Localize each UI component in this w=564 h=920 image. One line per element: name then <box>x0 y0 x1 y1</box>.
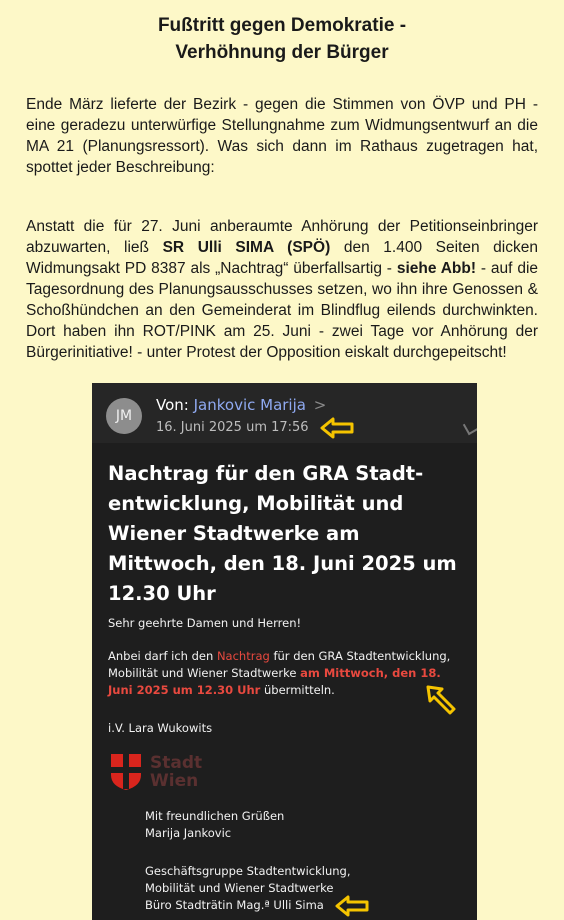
p2-text-3: - auf die Tagesordnung des Planungsausschusses setzen, wo ihn ihre Genossen & Schoßhündchen an den Gemeinderat im Blindflug eilends durchwinkten. Dort haben ihn ROT/PINK am 25. Juni - zwei Tage vor Anhörung der Bürgerinitiative! - unter Protest der Opposition eiskalt durchgepeitscht! <box>26 260 539 361</box>
arrow-icon <box>320 417 354 439</box>
title-line-2: Verhöhnung der Bürger <box>175 42 389 63</box>
email-screenshot <box>92 383 477 920</box>
p2-bold-see-figure: siehe Abb! <box>396 260 477 277</box>
wien-shield-icon <box>110 753 142 791</box>
logo-line-2: Wien <box>150 771 199 791</box>
department-line-1: Geschäftsgruppe Stadtentwicklung, <box>145 864 351 878</box>
article-title <box>0 12 564 66</box>
avatar: JM <box>106 398 142 434</box>
email-greeting: Sehr geehrte Damen und Herren! <box>108 616 302 630</box>
arrow-icon <box>424 683 458 717</box>
p2-bold-sima: SR Ulli SIMA (SPÖ) <box>162 239 331 256</box>
email-iv-signature: i.V. Lara Wukowits <box>108 721 213 735</box>
attachment-icon <box>463 419 477 435</box>
closing-line-2: Marija Jankovic <box>145 826 232 840</box>
body-text-2: für den GRA Stadtentwicklung, Mobilität und Wiener Stadtwerke <box>108 649 451 680</box>
email-body <box>108 648 468 699</box>
sender-name[interactable]: Jankovic Marija <box>193 396 306 414</box>
p2-text-2: den 1.400 Seiten dicken Widmungsakt PD 8387 als „Nachtrag“ überfallsartig - <box>26 239 538 277</box>
body-highlight-nachtrag: Nachtrag <box>216 649 270 663</box>
sender-row <box>156 396 326 414</box>
stadt-wien-logo <box>110 753 210 793</box>
email-subject: Nachtrag für den GRA Stadt-entwicklung, Mobilität und Wiener Stadtwerke am Mittwoch, den 18. Juni 2025 um 12.30 Uhr <box>108 462 457 605</box>
arrow-icon <box>335 895 369 917</box>
body-text-1: Anbei darf ich den <box>108 649 217 663</box>
paragraph-main <box>26 216 538 363</box>
department-line-2: Mobilität und Wiener Stadtwerke <box>145 881 334 895</box>
department-line-3: Büro Stadträtin Mag.ª Ulli Sima <box>145 898 324 912</box>
body-highlight-date: am Mittwoch, den 18. Juni 2025 um 12.30 Uhr <box>108 666 441 697</box>
email-date: 16. Juni 2025 um 17:56 <box>156 420 309 435</box>
email-header <box>92 383 477 443</box>
paragraph-intro: Ende März lieferte der Bezirk - gegen die Stimmen von ÖVP und PH - eine geradezu unterwürfige Stellungnahme zum Widmungsentwurf an die MA 21 (Planungsressort). Was sich dann im Rathaus zugetragen hat, spottet jeder Beschreibung: <box>26 96 538 176</box>
title-line-1: Fußtritt gegen Demokratie - <box>157 15 407 36</box>
logo-text <box>150 754 202 790</box>
chevron-right-icon: > <box>313 396 327 414</box>
closing-line-1: Mit freundlichen Grüßen <box>145 809 285 823</box>
p2-text-1: Anstatt die für 27. Juni anberaumte Anhörung der Petitionseinbringer abzuwarten, ließ <box>26 218 538 256</box>
logo-line-1: Stadt <box>150 753 203 773</box>
email-closing <box>145 808 284 842</box>
email-department <box>145 863 350 914</box>
body-text-3: übermitteln. <box>260 683 335 697</box>
from-label: Von: <box>156 396 189 414</box>
